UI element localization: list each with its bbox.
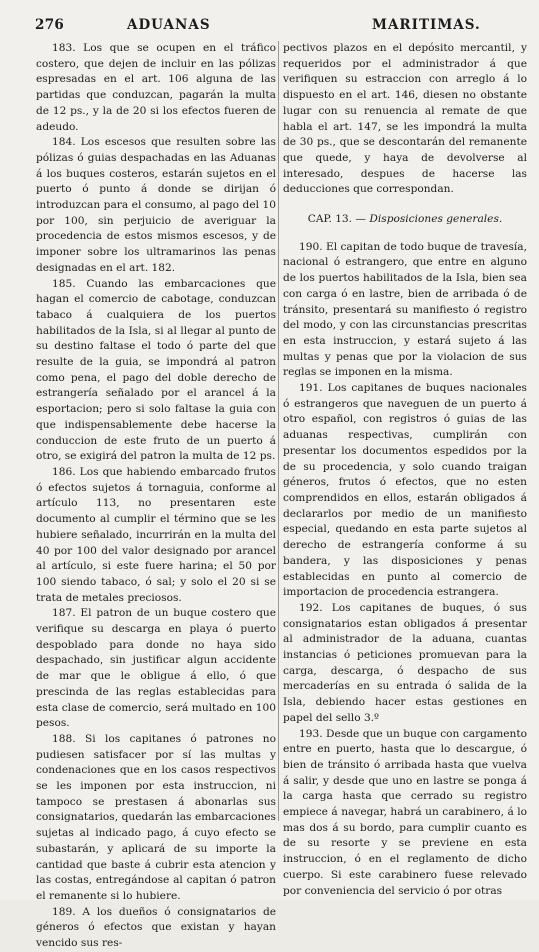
running-header — [35, 17, 527, 39]
article-190: 190. El capitan de todo buque de travesía, nacional ó estrangero, que entre en alguno de los puertos habilitados de la Isla, bien sea con carga ó en lastre, bien de arribada ó de tránsito, presentará su manifiesto ó registro del modo, y con las circunstancias prescritas en esta instruccion, y estará sujeto á las multas y penas que por la violacion de sus reglas se imponen en la misma. — [283, 240, 527, 379]
article-189: 189. A los dueños ó consignatarios de géneros ó efectos que existan y hayan vencido sus res- — [36, 905, 276, 950]
article-193: 193. Desde que un buque con cargamento entre en puerto, hasta que lo descargue, ó bien de tránsito ó arribada hasta que vuelva á salir, y desde que uno en lastre se ponga á la carga hasta que cerrado su registro empiece á navegar, habrá un carabinero, á lo mas dos á su bordo, para cumplir cuanto es de su resorte y se previene en esta instruccion, ó en el reglamento de dicho cuerpo. Si este carabinero fuese relevado por conveniencia del servicio ó por otras — [283, 727, 527, 897]
article-187: 187. El patron de un buque costero que verifique su descarga en playa ó puerto despoblado para donde no haya sido despachado, sin justificar algun accidente de mar que le obligue á ello, ó que prescinda de las reglas establecidas para esta clase de comercio, será multado en 100 pesos. — [36, 607, 276, 730]
article-192: 192. Los capitanes de buques, ó sus consignatarios estan obligados á presentar al administrador de la aduana, cuantas instancias ó peticiones promuevan para la carga, descarga, ó despacho de sus mercaderías en su entrada ó salida de la Isla, debiendo hacer estas gestiones en papel del sello 3.º — [283, 601, 527, 724]
chapter-title: Disposiciones generales. — [369, 213, 503, 226]
header-left-title: ADUANAS — [127, 17, 211, 33]
column-divider — [278, 41, 279, 821]
article-185: 185. Cuando las embarcaciones que hagan el comercio de cabotage, conduzcan tabaco á cualquiera de los puertos habilitados de la Isla, si al llegar al punto de su destino faltase el todo ó parte del que resulte de la guia, se impondrá al patron como pena, el pago del doble derecho de estrangería señalado por el arancel á la esportacion; pero si solo faltase la guia con que indispensablemente debe hacerse la conduccion de este fruto de un puerto á otro, se exigirá del patron la multa de 12 ps. — [36, 277, 276, 463]
header-right-title: MARITIMAS. — [372, 17, 481, 33]
right-column — [283, 41, 527, 899]
page-number: 276 — [35, 17, 65, 33]
article-188: 188. Si los capitanes ó patrones no pudiesen satisfacer por sí las multas y condenaciones que en los casos respectivos se les imponen por esta instruccion, ni tampoco se prestasen á abonarlas sus consignatarios, quedarán las embarcaciones sujetas al indicado pago, á cuyo efecto se subastarán, y aplicará de su importe la cantidad que baste á cubrir esta atencion y las costas, entregándose al capitan ó patron el remanente si lo hubiere. — [36, 732, 276, 902]
chapter-heading — [283, 212, 527, 228]
left-column — [36, 41, 276, 952]
chapter-label: CAP. 13. — — [307, 213, 366, 226]
article-184: 184. Los escesos que resulten sobre las pólizas ó guias despachadas en las Aduanas á los buques costeros, estarán sujetos en el puerto ó punto á donde se dirijan ó introduzcan para el consumo, al pago del 10 por 100, sin perjuicio de averiguar la procedencia de estos mismos escesos, y de imponer sobre los ultramarinos las penas designadas en el art. 182. — [36, 136, 276, 274]
article-186: 186. Los que habiendo embarcado frutos ó efectos sujetos á tornaguia, conforme al artículo 113, no presentaren este documento al cumplir el término que se les hubiere señalado, incurrirán en la multa del 40 por 100 del valor designado por arancel al artículo, si este fuere harina; el 50 por 100 siendo tabaco, ó sal; y solo el 20 si se trata de metales preciosos. — [36, 465, 276, 604]
article-191: 191. Los capitanes de buques nacionales ó estrangeros que naveguen de un puerto á otro español, con registros ó guias de las aduanas respectivas, cumplirán con presentar los documentos espedidos por la de su procedencia, y solo cuando traigan géneros, frutos ó efectos, que no esten comprendidos en ellos, estarán obligados á declararlos por medio de un manifiesto especial, quedando en esta parte sujetos al derecho de estrangería conforme á su bandera, y las disposiciones y penas establecidas en punto al comercio de importacion de procedencia estrangera. — [283, 382, 527, 599]
article-189-continued: pectivos plazos en el depósito mercantil, y requeridos por el administrador á que verifiquen su estraccion con arreglo á lo dispuesto en el art. 146, diesen no obstante lugar con su renuencia al remate de que habla el art. 147, se les impondrá la multa de 30 ps., que se descontarán del remanente que quede, y haya de devolverse al interesado, despues de hacerse las deducciones que correspondan. — [283, 42, 527, 196]
article-183: 183. Los que se ocupen en el tráfico costero, que dejen de incluir en las pólizas espresadas en el art. 106 alguna de las partidas que conduzcan, pagarán la multa de 12 ps., y la de 20 si los efectos fueren de adeudo. — [36, 42, 276, 133]
